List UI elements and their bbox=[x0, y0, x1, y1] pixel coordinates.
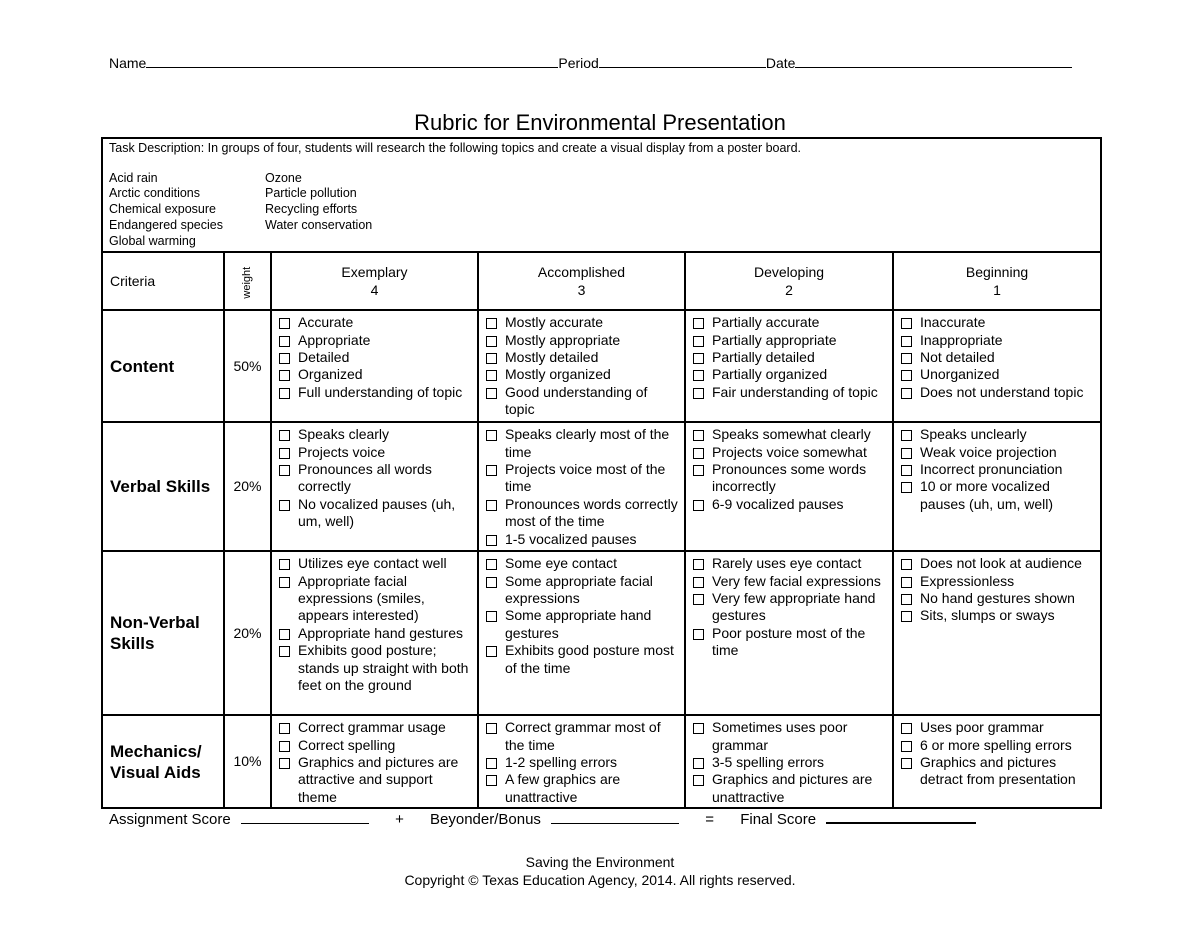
topic-item: Global warming bbox=[109, 233, 196, 248]
topic-column-1 bbox=[109, 171, 265, 250]
level-header-accomplished bbox=[478, 252, 685, 310]
checkbox-item[interactable]: Partially accurate bbox=[692, 314, 888, 331]
checkbox-item[interactable]: Speaks clearly most of the time bbox=[485, 426, 680, 461]
footer bbox=[0, 853, 1200, 889]
level-cell bbox=[685, 422, 893, 551]
checkbox-item[interactable]: A few graphics are unattractive bbox=[485, 771, 680, 806]
topic-item: Chemical exposure bbox=[109, 202, 216, 217]
checkbox-list bbox=[686, 719, 892, 806]
level-score: 1 bbox=[993, 282, 1001, 299]
checkbox-item[interactable]: 6-9 vocalized pauses bbox=[692, 496, 888, 513]
checkbox-item[interactable]: Incorrect pronunciation bbox=[900, 461, 1096, 478]
level-name: Exemplary bbox=[341, 264, 408, 281]
level-cell bbox=[478, 310, 685, 422]
level-cell bbox=[685, 715, 893, 808]
checkbox-item[interactable]: Sometimes uses poor grammar bbox=[692, 719, 888, 754]
topic-item: Recycling efforts bbox=[265, 202, 358, 217]
copyright-notice: Copyright © Texas Education Agency, 2014. All rights reserved. bbox=[404, 872, 796, 888]
checkbox-item[interactable]: Weak voice projection bbox=[900, 444, 1096, 461]
checkbox-item[interactable]: Partially detailed bbox=[692, 349, 888, 366]
level-score: 4 bbox=[370, 282, 379, 299]
checkbox-item[interactable]: Speaks somewhat clearly bbox=[692, 426, 888, 443]
level-score: 2 bbox=[785, 282, 793, 299]
level-header-developing bbox=[685, 252, 893, 310]
checkbox-item[interactable]: Inaccurate bbox=[900, 314, 1096, 331]
criterion-label: Verbal Skills bbox=[102, 422, 224, 551]
level-cell bbox=[685, 551, 893, 715]
bonus-label: Beyonder/Bonus bbox=[430, 811, 541, 828]
checkbox-item[interactable]: Graphics and pictures are unattractive bbox=[692, 771, 888, 806]
checkbox-item[interactable]: Graphics and pictures detract from presentation bbox=[900, 754, 1096, 789]
level-cell bbox=[893, 715, 1101, 808]
task-description-cell bbox=[102, 138, 1101, 252]
checkbox-item[interactable]: Some appropriate hand gestures bbox=[485, 607, 680, 642]
level-cell bbox=[271, 310, 478, 422]
level-score: 3 bbox=[577, 282, 586, 299]
plus-sign: + bbox=[395, 811, 404, 828]
checkbox-item[interactable]: Rarely uses eye contact bbox=[692, 555, 888, 572]
checkbox-item[interactable]: Poor posture most of the time bbox=[692, 625, 888, 660]
checkbox-item[interactable]: No hand gestures shown bbox=[900, 590, 1096, 607]
checkbox-list bbox=[272, 314, 477, 401]
score-line bbox=[109, 808, 976, 828]
checkbox-item[interactable]: Very few facial expressions bbox=[692, 573, 888, 590]
level-name: Beginning bbox=[965, 264, 1029, 281]
level-name: Developing bbox=[753, 264, 825, 281]
checkbox-item[interactable]: Expressionless bbox=[900, 573, 1096, 590]
weight-header bbox=[224, 252, 271, 310]
checkbox-item[interactable]: Projects voice somewhat bbox=[692, 444, 888, 461]
checkbox-item[interactable]: Detailed bbox=[278, 349, 473, 366]
level-header-exemplary bbox=[271, 252, 478, 310]
checkbox-item[interactable]: Projects voice most of the time bbox=[485, 461, 680, 496]
checkbox-list bbox=[272, 719, 477, 806]
checkbox-item[interactable]: Some appropriate facial expressions bbox=[485, 573, 680, 608]
checkbox-item[interactable]: Sits, slumps or sways bbox=[900, 607, 1096, 624]
checkbox-item[interactable]: Organized bbox=[278, 366, 473, 383]
checkbox-item[interactable]: Full understanding of topic bbox=[278, 384, 473, 401]
checkbox-item[interactable]: Does not look at audience bbox=[900, 555, 1096, 572]
level-name: Accomplished bbox=[537, 264, 626, 281]
criteria-row-verbal-skills bbox=[102, 422, 1101, 551]
checkbox-item[interactable]: Not detailed bbox=[900, 349, 1096, 366]
checkbox-item[interactable]: 3-5 spelling errors bbox=[692, 754, 888, 771]
criteria-row-non-verbal-skills bbox=[102, 551, 1101, 715]
checkbox-list bbox=[479, 314, 684, 418]
criterion-label: Content bbox=[102, 310, 224, 422]
checkbox-item[interactable]: Partially appropriate bbox=[692, 332, 888, 349]
criteria-header: Criteria bbox=[102, 252, 224, 310]
checkbox-list bbox=[686, 314, 892, 401]
checkbox-item[interactable]: Inappropriate bbox=[900, 332, 1096, 349]
final-score-label: Final Score bbox=[740, 811, 817, 828]
level-cell bbox=[478, 551, 685, 715]
checkbox-item[interactable]: Pronounces all words correctly bbox=[278, 461, 473, 496]
criterion-weight: 20% bbox=[224, 551, 271, 715]
level-cell bbox=[271, 551, 478, 715]
checkbox-item[interactable]: Uses poor grammar bbox=[900, 719, 1096, 736]
level-cell bbox=[893, 310, 1101, 422]
checkbox-list bbox=[894, 719, 1100, 789]
criteria-row-mechanics-visual-aids bbox=[102, 715, 1101, 808]
checkbox-item[interactable]: Pronounces some words incorrectly bbox=[692, 461, 888, 496]
checkbox-item[interactable]: Utilizes eye contact well bbox=[278, 555, 473, 572]
checkbox-item[interactable]: Projects voice bbox=[278, 444, 473, 461]
task-row bbox=[102, 138, 1101, 252]
checkbox-item[interactable]: Some eye contact bbox=[485, 555, 680, 572]
checkbox-list bbox=[686, 426, 892, 513]
assignment-score-field[interactable] bbox=[241, 809, 369, 824]
criterion-label: Non-Verbal Skills bbox=[102, 551, 224, 715]
criterion-weight: 20% bbox=[224, 422, 271, 551]
student-info-header bbox=[109, 55, 1072, 71]
checkbox-item[interactable]: 1-2 spelling errors bbox=[485, 754, 680, 771]
checkbox-item[interactable]: Appropriate facial expressions (smiles, appears interested) bbox=[278, 573, 473, 625]
checkbox-item[interactable]: Very few appropriate hand gestures bbox=[692, 590, 888, 625]
final-score-field[interactable] bbox=[826, 808, 976, 824]
page-title: Rubric for Environmental Presentation bbox=[414, 110, 786, 135]
level-cell bbox=[685, 310, 893, 422]
checkbox-list bbox=[272, 555, 477, 694]
equals-sign: = bbox=[705, 811, 715, 828]
topic-item: Ozone bbox=[265, 170, 302, 185]
checkbox-item[interactable]: No vocalized pauses (uh, um, well) bbox=[278, 496, 473, 531]
name-field[interactable] bbox=[146, 55, 558, 68]
checkbox-item[interactable]: 1-5 vocalized pauses bbox=[485, 531, 680, 548]
column-header-row bbox=[102, 252, 1101, 310]
checkbox-list bbox=[686, 555, 892, 659]
topic-item: Acid rain bbox=[109, 170, 158, 185]
criteria-row-content bbox=[102, 310, 1101, 422]
assignment-score-label: Assignment Score bbox=[109, 811, 231, 828]
topic-item: Arctic conditions bbox=[109, 186, 201, 201]
checkbox-item[interactable]: Does not understand topic bbox=[900, 384, 1096, 401]
checkbox-item[interactable]: Graphics and pictures are attractive and support theme bbox=[278, 754, 473, 806]
checkbox-item[interactable]: Unorganized bbox=[900, 366, 1096, 383]
date-field[interactable] bbox=[795, 55, 1072, 68]
level-cell bbox=[893, 422, 1101, 551]
checkbox-item[interactable]: Correct grammar most of the time bbox=[485, 719, 680, 754]
level-cell bbox=[893, 551, 1101, 715]
checkbox-item[interactable]: Appropriate hand gestures bbox=[278, 625, 473, 642]
bonus-score-field[interactable] bbox=[551, 809, 679, 824]
checkbox-item[interactable]: Speaks unclearly bbox=[900, 426, 1096, 443]
checkbox-list bbox=[894, 426, 1100, 513]
checkbox-item[interactable]: 10 or more vocalized pauses (uh, um, well) bbox=[900, 478, 1096, 513]
checkbox-list bbox=[479, 426, 684, 548]
checkbox-list bbox=[894, 555, 1100, 625]
task-description: Task Description: In groups of four, students will research the following topics and create a visual display from a poster board. bbox=[109, 141, 802, 155]
checkbox-list bbox=[894, 314, 1100, 401]
period-field[interactable] bbox=[599, 55, 766, 68]
checkbox-list bbox=[479, 719, 684, 806]
checkbox-item[interactable]: Correct grammar usage bbox=[278, 719, 473, 736]
level-cell bbox=[478, 715, 685, 808]
checkbox-item[interactable]: 6 or more spelling errors bbox=[900, 737, 1096, 754]
checkbox-item[interactable]: Pronounces words correctly most of the time bbox=[485, 496, 680, 531]
topic-list bbox=[109, 171, 1094, 250]
criterion-label: Mechanics/ Visual Aids bbox=[102, 715, 224, 808]
level-cell bbox=[271, 715, 478, 808]
checkbox-item[interactable]: Exhibits good posture; stands up straight with both feet on the ground bbox=[278, 642, 473, 694]
checkbox-list bbox=[272, 426, 477, 530]
name-label: Name bbox=[109, 55, 147, 71]
date-label: Date bbox=[765, 55, 796, 71]
criterion-weight: 50% bbox=[224, 310, 271, 422]
checkbox-item[interactable]: Mostly detailed bbox=[485, 349, 680, 366]
period-label: Period bbox=[558, 55, 599, 71]
rubric-table bbox=[101, 137, 1102, 809]
level-cell bbox=[271, 422, 478, 551]
criterion-weight: 10% bbox=[224, 715, 271, 808]
checkbox-item[interactable]: Appropriate bbox=[278, 332, 473, 349]
checkbox-item[interactable]: Accurate bbox=[278, 314, 473, 331]
weight-header-label: weight bbox=[240, 266, 253, 299]
checkbox-item[interactable]: Mostly accurate bbox=[485, 314, 680, 331]
checkbox-list bbox=[479, 555, 684, 677]
checkbox-item[interactable]: Mostly organized bbox=[485, 366, 680, 383]
topic-item: Particle pollution bbox=[265, 186, 357, 201]
topic-column-2 bbox=[265, 171, 372, 250]
checkbox-item[interactable]: Correct spelling bbox=[278, 737, 473, 754]
level-cell bbox=[478, 422, 685, 551]
topic-item: Water conservation bbox=[265, 217, 373, 232]
checkbox-item[interactable]: Partially organized bbox=[692, 366, 888, 383]
level-header-beginning bbox=[893, 252, 1101, 310]
checkbox-item[interactable]: Fair understanding of topic bbox=[692, 384, 888, 401]
footer-title: Saving the Environment bbox=[525, 854, 675, 870]
checkbox-item[interactable]: Good understanding of topic bbox=[485, 384, 680, 419]
checkbox-item[interactable]: Speaks clearly bbox=[278, 426, 473, 443]
topic-item: Endangered species bbox=[109, 217, 223, 232]
checkbox-item[interactable]: Mostly appropriate bbox=[485, 332, 680, 349]
checkbox-item[interactable]: Exhibits good posture most of the time bbox=[485, 642, 680, 677]
